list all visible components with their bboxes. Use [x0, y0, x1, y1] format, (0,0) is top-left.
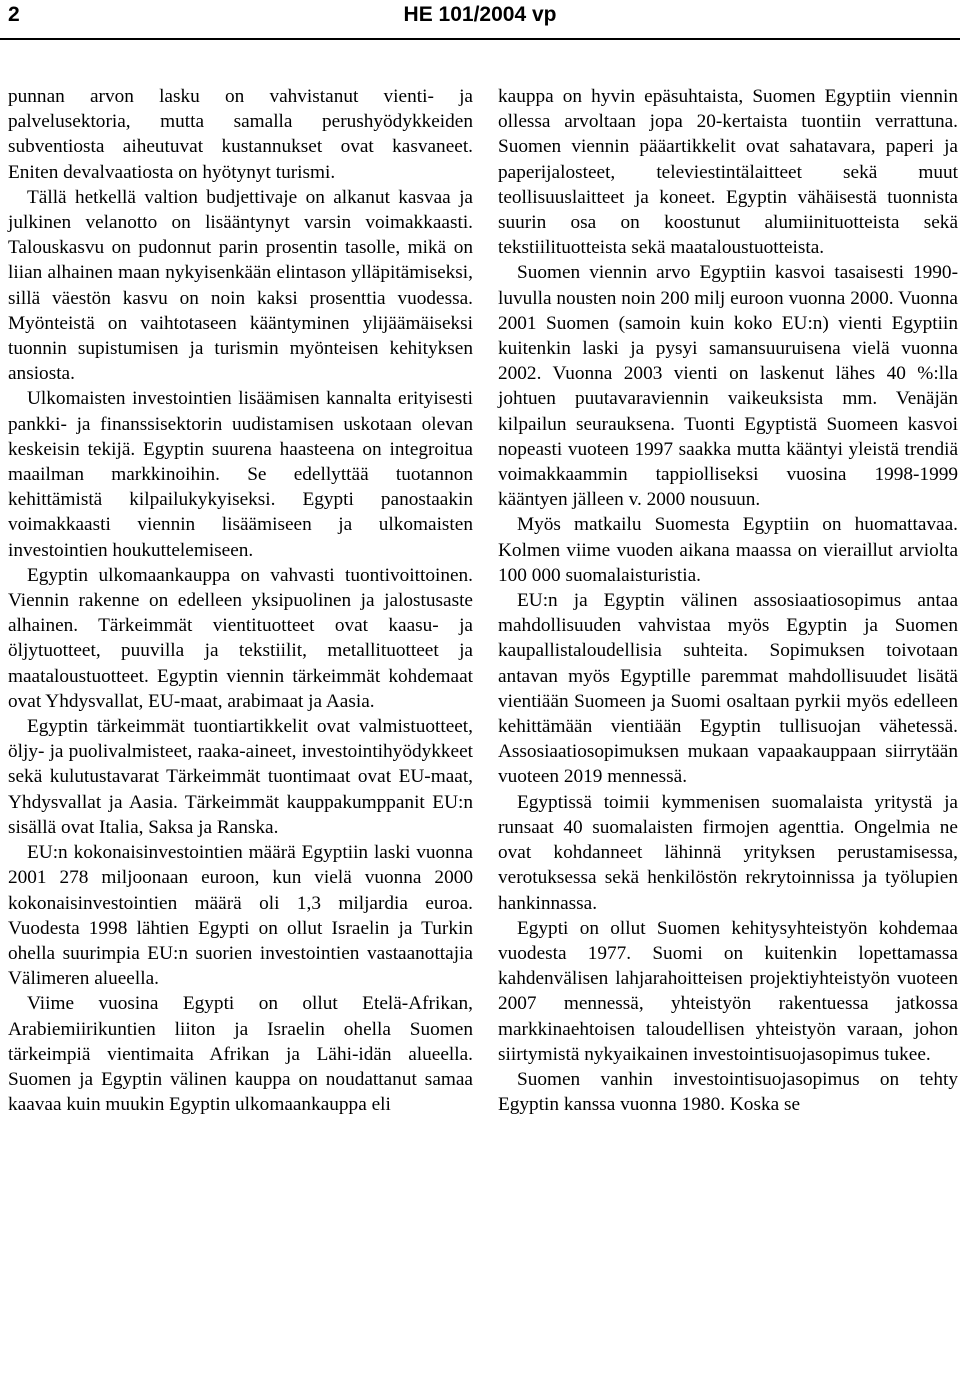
paragraph: Tällä hetkellä valtion budjettivaje on alkanut kasvaa ja julkinen velanotto on lisääntynyt varsin voimakkaasti. Talouskasvu on pudonnut parin prosentin tasolle, mikä on liian alhainen maan nykyisenkään elintason ylläpitämiseksi, sillä väestön kasvu on noin kaksi prosenttia vuodessa. Myönteistä on vaihtotaseen kääntyminen ylijäämäiseksi tuonnin supistumisen ja turismin myönteisen kehityksen ansiosta. [8, 186, 473, 385]
header-rule [0, 38, 960, 40]
paragraph: EU:n kokonaisinvestointien määrä Egyptiin laski vuonna 2001 278 miljoonaan euroon, kun vielä vuonna 2000 kokonaisinvestointien määrä oli 1,3 miljardia euroa. Vuodesta 1998 lähtien Egypti on ollut Israelin ja Turkin ohella suurimpia EU:n suorien investointien vastaanottajia Välimeren alueella. [8, 842, 473, 990]
page-header [0, 0, 960, 40]
right-column [498, 84, 958, 1117]
paragraph: Egypti on ollut Suomen kehitysyhteistyön kohdemaa vuodesta 1977. Suomi on kuitenkin lopettamassa kahdenvälisen lahjarahoitteisen projektiyhteistyön vuoteen 2007 mennessä, yhteistyön rakentuessa jatkossa markkinaehtoisen taloudellisen yhteistyön varaan, johon siirtymistä nykyaikainen investointisuojasopimus tukee. [498, 917, 958, 1065]
paragraph: kauppa on hyvin epäsuhtaista, Suomen Egyptiin viennin ollessa arvoltaan jopa 20-kertaista tuontiin verrattuna. Suomen viennin pääartikkelit ovat sahatavara, paperi ja paperijalosteet, televiestintälaitteet sekä muut teollisuuslaitteet ja koneet. Egyptin vähäisestä tuonnista suurin osa on koostunut alumiinituotteista sekä tekstiilituotteista sekä maataloustuotteista. [498, 86, 958, 259]
paragraph: Suomen vanhin investointisuojasopimus on tehty Egyptin kanssa vuonna 1980. Koska se [498, 1068, 958, 1116]
paragraph: Egyptin ulkomaankauppa on vahvasti tuontivoittoinen. Viennin rakenne on edelleen yksipuolinen ja jalostusaste alhainen. Tärkeimmät vientituotteet ovat kaasu- ja öljytuotteet, puuvilla ja tekstiilit, metallituotteet ja maataloustuotteet. Egyptin viennin tärkeimmät kohdemaat ovat Yhdysvallat, EU-maat, arabimaat ja Aasia. [8, 564, 473, 712]
page-number: 2 [8, 3, 20, 26]
paragraph: Viime vuosina Egypti on ollut Etelä-Afrikan, Arabiemiirikuntien liiton ja Israelin ohella Suomen tärkeimpiä vientimaita Afrikan ja Lähi-idän alueella. Suomen ja Egyptin välinen kauppa on noudattanut samaa kaavaa kuin muukin Egyptin ulkomaankauppa eli [8, 993, 473, 1116]
paragraph: Egyptin tärkeimmät tuontiartikkelit ovat valmistuotteet, öljy- ja puolivalmisteet, raaka-aineet, investointihyödykkeet sekä kulutustavarat Tärkeimmät tuontimaat ovat EU-maat, Yhdysvallat ja Aasia. Tärkeimmät kauppakumppanit EU:n sisällä ovat Italia, Saksa ja Ranska. [8, 716, 473, 838]
document-id: HE 101/2004 vp [403, 3, 557, 26]
paragraph: EU:n ja Egyptin välinen assosiaatiosopimus antaa mahdollisuuden vahvistaa myös Egyptin ja Suomen kaupallistaloudellisia suhteita. Sopimuksen toivotaan antavan myös Egyptille paremmat mahdollisuudet lisätä vientiään Suomeen ja Suomi osaltaan pyrkii myös edelleen kehittämään vientiään Egyptin tullisuojan vähetessä. Assosiaatiosopimuksen mukaan vapaakauppaan siirrytään vuoteen 2019 mennessä. [498, 590, 958, 788]
paragraph: Ulkomaisten investointien lisäämisen kannalta erityisesti pankki- ja finanssisektorin uudistamisen uskotaan olevan keskeisin tekijä. Egyptin suurena haasteena on integroitua maailman markkinoihin. Se edellyttää tuotannon kehittämistä kilpailukykyiseksi. Egypti panostaakin voimakkaasti viennin lisäämiseen ja ulkomaisten investointien houkuttelemiseen. [8, 388, 473, 561]
paragraph: Egyptissä toimii kymmenisen suomalaista yritystä ja runsaat 40 suomalaisten firmojen agenttia. Ongelmia ne ovat kohdanneet lähinnä yrityksen perustamisessa, verotuksessa sekä henkilöstön rekrytoinnissa ja työlupien hankinnassa. [498, 791, 958, 914]
paragraph: Myös matkailu Suomesta Egyptiin on huomattavaa. Kolmen viime vuoden aikana maassa on vieraillut arviolta 100 000 suomalaisturistia. [498, 514, 958, 586]
paragraph: punnan arvon lasku on vahvistanut vienti- ja palvelusektoria, mutta samalla perushyödykkeiden subventiosta aiheutuvat kustannukset ovat kasvaneet. Eniten devalvaatiosta on hyötynyt turismi. [8, 86, 473, 183]
left-column [8, 84, 473, 1117]
paragraph: Suomen viennin arvo Egyptiin kasvoi tasaisesti 1990-luvulla nousten noin 200 milj euroon vuonna 2000. Vuonna 2001 Suomen (samoin kuin koko EU:n) vienti Egyptiin kuitenkin laski ja pysyi samansuuruisena vielä vuonna 2002. Vuonna 2003 vienti on laskenut lähes 40 %:lla johtuen puutavaraviennin vaikeuksista mm. Venäjän kilpailun seurauksena. Tuonti Egyptistä Suomeen kasvoi nopeasti vuoteen 1997 saakka mutta kääntyi yleistä trendiä voimakkaammin tappiolliseksi vuosina 1998-1999 kääntyen jälleen v. 2000 nousuun. [498, 262, 958, 511]
